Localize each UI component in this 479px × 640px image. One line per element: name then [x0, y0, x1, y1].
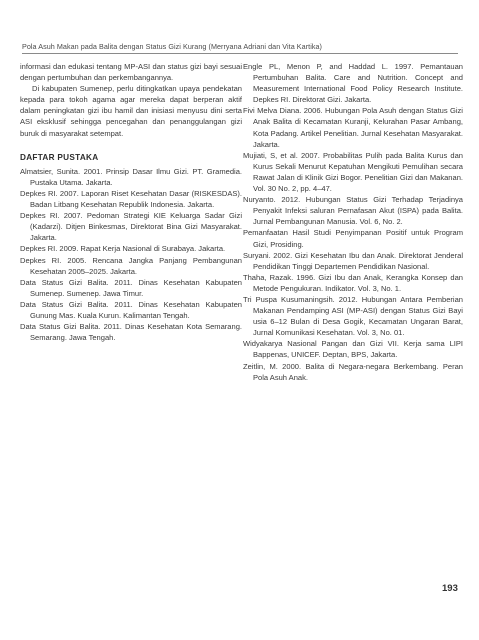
reference-entry: Pemanfaatan Hasil Studi Penyimpanan Positif untuk Program Gizi, Prosiding.: [243, 228, 463, 249]
reference-entry: Data Status Gizi Balita. 2011. Dinas Kesehatan Kabupaten Sumenep. Sumenep. Jawa Timur.: [20, 277, 242, 298]
body-paragraph: Di kabupaten Sumenep, perlu ditingkatkan upaya pendekatan kepada para tokoh agama agar mereka dapat berperan aktif dalam peningkatan gizi ibu hamil dan inisiasi menyusu dini serta ASI eksklusif sehingga pencegahan dan penanggulangan gizi buruk di masyarakat setempat.: [20, 84, 242, 138]
reference-entry: Depkes RI. 2007. Pedoman Strategi KIE Keluarga Sadar Gizi (Kadarzi). Ditjen Binkesmas, Direktorat Bina Gizi Masyarakat. Jakarta.: [20, 211, 242, 243]
reference-entry: Nuryanto. 2012. Hubungan Status Gizi Terhadap Terjadinya Penyakit Infeksi saluran Pernafasan Akut (ISPA) pada Balita. Jurnal Pembangunan Manusia. Vol. 6, No. 2.: [243, 195, 463, 227]
right-column: [243, 61, 463, 383]
reference-entry: Depkes RI. 2005. Rencana Jangka Panjang Pembangunan Kesehatan 2005–2025. Jakarta.: [20, 255, 242, 276]
reference-entry: Data Status Gizi Balita. 2011. Dinas Kesehatan Kota Semarang. Semarang. Jawa Tengah.: [20, 322, 242, 343]
reference-entry: Mujiati, S, et al. 2007. Probabilitas Pulih pada Balita Kurus dan Kurus Sekali Menurut Kepatuhan Mengikuti Pemulihan secara Rawat Jalan di Klinik Gizi Bogor. Penelitian Gizi dan Makanan. Vol. 30 No. 2, pp. 4–47.: [243, 150, 463, 194]
body-paragraph: informasi dan edukasi tentang MP-ASI dan status gizi bayi sesuai dengan pertumbuhan dan perkembangannya.: [20, 62, 242, 83]
reference-entry: Fivi Melva Diana. 2006. Hubungan Pola Asuh dengan Status Gizi Anak Balita di Kecamatan Kuranji, Kelurahan Pasar Ambang, Kota Padang. Artikel Penelitian. Jurnal Kesehatan Masyarakat. Jakarta.: [243, 106, 463, 149]
reference-entry: Tri Puspa Kusumaningsih. 2012. Hubungan Antara Pemberian Makanan Pendamping ASI (MP-ASI) dengan Status Gizi Bayi usia 6–12 Bulan di Desa Gogik, Kecamatan Ungaran Barat, Jurnal Komunikasi Kesehatan. Vol. 3, No. 01.: [243, 294, 463, 338]
reference-entry: Thaha, Razak. 1996. Gizi Ibu dan Anak, Kerangka Konsep dan Metode Pengukuran. Indikator. Vol. 3, No. 1.: [243, 272, 463, 293]
reference-entry: Zeitlin, M. 2000. Balita di Negara-negara Berkembang. Peran Pola Asuh Anak.: [243, 361, 463, 382]
reference-entry: Depkes RI. 2009. Rapat Kerja Nasional di Surabaya. Jakarta.: [20, 244, 226, 254]
reference-entry: Engle PL, Menon P, and Haddad L. 1997. Pemantauan Pertumbuhan Balita. Care and Nutrition. Concept and Measurement International Food Policy Research Institute. Depkes RI. Direktorat Gizi. Jakarta.: [243, 62, 463, 105]
reference-entry: Data Status Gizi Balita. 2011. Dinas Kesehatan Kabupaten Gunung Mas. Kuala Kurun. Kalimantan Tengah.: [20, 299, 242, 320]
section-title-references: DAFTAR PUSTAKA: [20, 152, 99, 162]
reference-entry: Widyakarya Nasional Pangan dan Gizi VII. Kerja sama LIPI Bappenas, UNICEF. Deptan, BPS, Jakarta.: [243, 339, 463, 360]
reference-entry: Almatsier, Sunita. 2001. Prinsip Dasar Ilmu Gizi. PT. Gramedia. Pustaka Utama. Jakarta.: [20, 166, 242, 187]
page-number: 193: [442, 583, 458, 594]
reference-entry: Suryani. 2002. Gizi Kesehatan Ibu dan Anak. Direktorat Jenderal Pendidikan Tinggi Departemen Pendidikan Nasional.: [243, 250, 463, 271]
running-header: Pola Asuh Makan pada Balita dengan Status Gizi Kurang (Merryana Adriani dan Vita Kartika): [22, 42, 322, 51]
reference-entry: Depkes RI. 2007. Laporan Riset Kesehatan Dasar (RISKESDAS). Badan Litbang Kesehatan Republik Indonesia. Jakarta.: [20, 188, 242, 210]
header-divider: [22, 53, 458, 54]
left-column: [20, 61, 242, 343]
